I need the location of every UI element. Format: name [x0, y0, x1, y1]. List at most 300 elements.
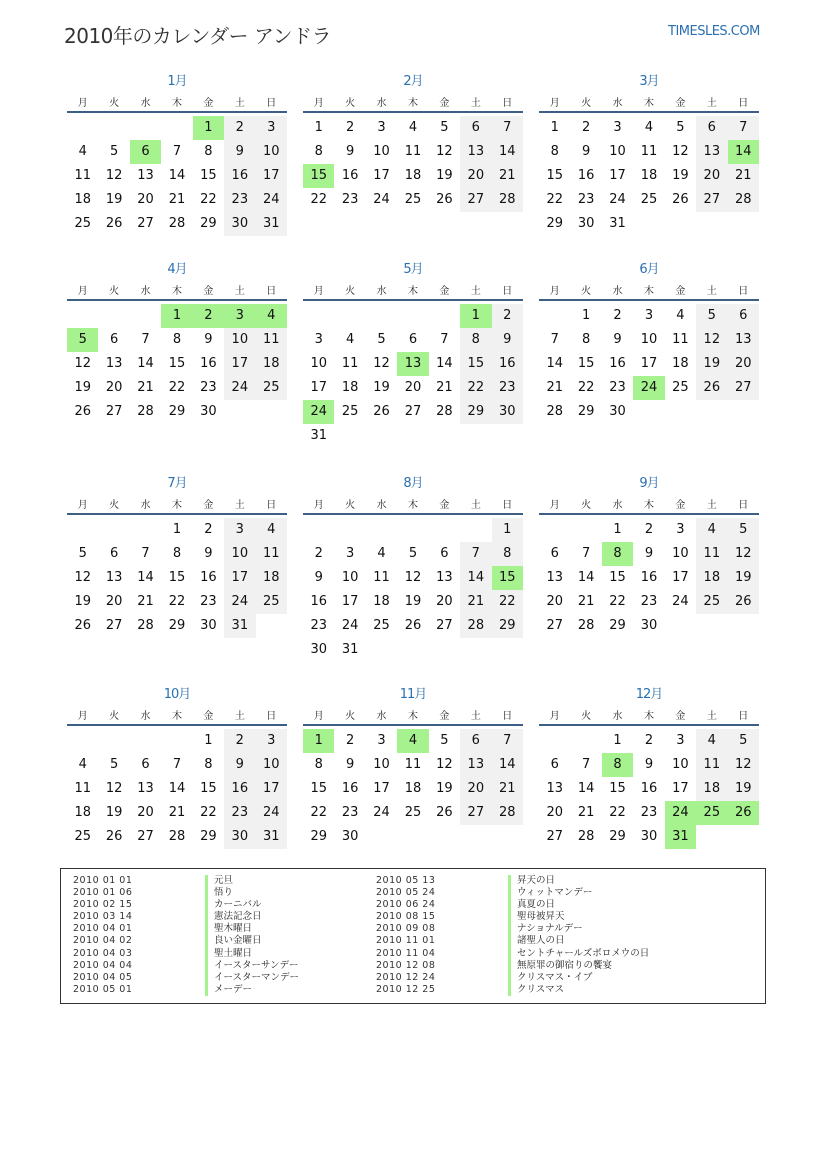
- holiday-name: 聖木曜日: [205, 923, 252, 935]
- holiday-day-cell: 8: [602, 542, 633, 566]
- month-name: 1月: [167, 74, 187, 89]
- day-cell: 3: [676, 733, 685, 748]
- day-cell: 10: [341, 570, 359, 585]
- day-cell: 17: [256, 777, 287, 801]
- day-cell: 20: [546, 594, 563, 609]
- day-cell: 19: [105, 192, 123, 207]
- day-cell: 3: [224, 518, 255, 542]
- day-cell: 10: [373, 144, 390, 159]
- day-cell: 31: [609, 216, 626, 231]
- empty-cell: [303, 304, 334, 328]
- weekday-header: [67, 91, 287, 113]
- empty-cell: [130, 729, 161, 753]
- day-cell: 16: [310, 594, 327, 609]
- day-cell: 12: [728, 542, 759, 566]
- holiday-day-cell: 15: [303, 164, 334, 188]
- day-grid: [539, 729, 759, 849]
- weekday-header: [539, 704, 759, 726]
- weekday-label: 日: [502, 97, 513, 109]
- day-cell: 4: [377, 546, 386, 561]
- day-cell: 4: [676, 308, 685, 323]
- weekday-label: 火: [581, 285, 592, 297]
- holiday-name: セントチャールズボロメウの日: [508, 948, 649, 960]
- holiday-date: 2010 04 01: [73, 923, 133, 935]
- empty-cell: [334, 304, 365, 328]
- weekday-label: 火: [581, 710, 592, 722]
- day-cell: 2: [345, 120, 355, 135]
- empty-cell: [130, 304, 161, 328]
- weekday-label: 日: [738, 499, 749, 511]
- empty-cell: [539, 729, 570, 753]
- day-cell: 6: [109, 546, 119, 561]
- day-cell: 27: [105, 404, 123, 419]
- day-cell: 15: [609, 781, 626, 796]
- holiday-name: 昇天の日: [508, 875, 555, 887]
- empty-cell: [429, 304, 460, 328]
- empty-cell: [130, 116, 161, 140]
- weekday-label: 水: [612, 710, 623, 722]
- day-cell: 27: [137, 829, 154, 844]
- day-cell: 7: [581, 546, 591, 561]
- day-cell: 26: [105, 829, 123, 844]
- day-cell: 21: [546, 380, 563, 395]
- holiday-day-cell: 31: [665, 825, 696, 849]
- day-cell: 28: [137, 404, 154, 419]
- holiday-date: 2010 01 06: [73, 887, 133, 899]
- month-name: 9月: [639, 476, 659, 491]
- day-cell: 30: [640, 829, 658, 844]
- day-cell: 27: [546, 829, 563, 844]
- holiday-day-cell: 1: [193, 116, 224, 140]
- day-cell: 3: [377, 120, 386, 135]
- day-cell: 21: [168, 805, 186, 820]
- empty-cell: [570, 518, 601, 542]
- day-cell: 25: [74, 829, 91, 844]
- weekday-label: 水: [612, 97, 623, 109]
- weekday-label: 日: [502, 499, 513, 511]
- weekday-label: 水: [140, 499, 151, 511]
- weekday-label: 土: [234, 499, 245, 511]
- day-cell: 23: [224, 801, 255, 825]
- day-cell: 7: [492, 729, 523, 753]
- day-cell: 2: [204, 522, 213, 537]
- day-cell: 14: [492, 140, 523, 164]
- day-cell: 29: [200, 829, 217, 844]
- day-cell: 16: [640, 570, 658, 585]
- weekday-header: [303, 704, 523, 726]
- day-cell: 18: [404, 781, 422, 796]
- day-grid: [67, 116, 287, 236]
- day-cell: 31: [224, 614, 255, 638]
- weekday-label: 火: [345, 285, 356, 297]
- day-cell: 26: [404, 618, 422, 633]
- day-cell: 20: [436, 594, 453, 609]
- empty-cell: [397, 304, 428, 328]
- weekday-label: 木: [407, 97, 418, 109]
- day-cell: 29: [577, 404, 595, 419]
- day-cell: 4: [408, 120, 418, 135]
- day-grid: [303, 729, 523, 849]
- weekday-label: 水: [140, 285, 151, 297]
- day-cell: 30: [492, 400, 523, 424]
- holiday-day-cell: 26: [728, 801, 759, 825]
- month-name: 3月: [639, 74, 659, 89]
- weekday-label: 火: [345, 499, 356, 511]
- weekday-label: 木: [407, 285, 418, 297]
- weekday-label: 火: [109, 285, 120, 297]
- weekday-header: [303, 91, 523, 113]
- day-cell: 5: [408, 546, 418, 561]
- day-cell: 11: [696, 753, 727, 777]
- day-cell: 5: [728, 729, 759, 753]
- day-cell: 26: [436, 192, 453, 207]
- day-cell: 16: [341, 168, 359, 183]
- weekday-label: 月: [313, 97, 324, 109]
- day-cell: 2: [224, 116, 255, 140]
- day-cell: 8: [204, 757, 213, 772]
- day-cell: 4: [696, 729, 727, 753]
- weekday-label: 土: [470, 710, 481, 722]
- day-cell: 28: [436, 404, 453, 419]
- day-cell: 26: [436, 805, 453, 820]
- day-cell: 25: [404, 192, 422, 207]
- weekday-label: 日: [502, 285, 513, 297]
- day-cell: 5: [78, 546, 87, 561]
- holiday-day-cell: 24: [633, 376, 664, 400]
- day-cell: 15: [168, 570, 186, 585]
- day-cell: 4: [345, 332, 355, 347]
- day-cell: 27: [404, 404, 422, 419]
- day-cell: 3: [613, 120, 622, 135]
- day-cell: 9: [492, 328, 523, 352]
- weekday-label: 木: [171, 710, 182, 722]
- empty-cell: [334, 518, 365, 542]
- day-cell: 6: [141, 757, 150, 772]
- day-cell: 21: [436, 380, 453, 395]
- day-cell: 2: [314, 546, 323, 561]
- day-cell: 6: [550, 757, 559, 772]
- day-cell: 25: [696, 590, 727, 614]
- day-cell: 19: [728, 566, 759, 590]
- day-cell: 10: [256, 753, 287, 777]
- day-cell: 13: [137, 168, 154, 183]
- weekday-label: 水: [612, 285, 623, 297]
- day-cell: 29: [310, 829, 327, 844]
- day-cell: 4: [78, 144, 87, 159]
- day-cell: 11: [404, 144, 422, 159]
- day-cell: 17: [373, 168, 390, 183]
- day-cell: 1: [172, 522, 182, 537]
- day-cell: 24: [256, 188, 287, 212]
- empty-cell: [303, 518, 334, 542]
- weekday-label: 金: [439, 499, 450, 511]
- day-cell: 11: [74, 168, 91, 183]
- day-cell: 12: [105, 168, 123, 183]
- day-cell: 2: [613, 308, 622, 323]
- holiday-name: メーデー: [205, 984, 252, 996]
- day-cell: 22: [310, 192, 327, 207]
- month-block: [303, 475, 523, 662]
- holiday-date: 2010 01 01: [73, 875, 133, 886]
- day-cell: 6: [550, 546, 559, 561]
- day-cell: 30: [609, 404, 626, 419]
- day-cell: 28: [137, 618, 154, 633]
- holiday-name: 良い金曜日: [205, 935, 262, 947]
- day-cell: 15: [310, 781, 327, 796]
- day-cell: 27: [436, 618, 453, 633]
- holiday-name: 悟り: [205, 887, 233, 899]
- day-grid: [67, 729, 287, 849]
- month-name: 11月: [399, 687, 427, 702]
- empty-cell: [98, 518, 129, 542]
- holiday-date: 2010 05 13: [376, 875, 436, 886]
- day-cell: 25: [256, 590, 287, 614]
- day-cell: 11: [696, 542, 727, 566]
- holiday-date: 2010 03 14: [73, 911, 133, 923]
- holiday-day-cell: 13: [397, 352, 428, 376]
- holiday-day-cell: 6: [130, 140, 161, 164]
- day-cell: 5: [109, 144, 119, 159]
- holiday-date: 2010 05 24: [376, 887, 436, 899]
- day-cell: 27: [460, 801, 491, 825]
- weekday-label: 水: [612, 499, 623, 511]
- day-cell: 3: [256, 729, 287, 753]
- holiday-name: 聖土曜日: [205, 948, 252, 960]
- day-cell: 3: [676, 522, 685, 537]
- weekday-label: 金: [439, 710, 450, 722]
- day-cell: 28: [492, 801, 523, 825]
- day-cell: 28: [492, 188, 523, 212]
- day-cell: 10: [224, 328, 255, 352]
- day-grid: [303, 304, 523, 448]
- day-cell: 6: [460, 116, 491, 140]
- weekday-label: 日: [738, 710, 749, 722]
- day-cell: 5: [440, 733, 449, 748]
- holiday-name: 元旦: [205, 875, 233, 887]
- day-cell: 30: [224, 212, 255, 236]
- day-cell: 2: [581, 120, 591, 135]
- day-cell: 19: [436, 168, 453, 183]
- day-cell: 1: [581, 308, 591, 323]
- day-cell: 6: [109, 332, 119, 347]
- weekday-label: 金: [675, 285, 686, 297]
- day-cell: 24: [256, 801, 287, 825]
- day-cell: 29: [460, 400, 491, 424]
- day-cell: 29: [609, 829, 626, 844]
- weekday-label: 木: [407, 499, 418, 511]
- day-cell: 23: [640, 594, 658, 609]
- day-cell: 3: [377, 733, 386, 748]
- month-block: [67, 261, 287, 424]
- day-cell: 14: [577, 781, 595, 796]
- day-cell: 15: [577, 356, 595, 371]
- day-cell: 10: [672, 546, 689, 561]
- day-cell: 23: [224, 188, 255, 212]
- day-cell: 6: [440, 546, 449, 561]
- day-cell: 7: [550, 332, 559, 347]
- weekday-label: 月: [313, 285, 324, 297]
- weekday-label: 木: [407, 710, 418, 722]
- weekday-label: 日: [266, 285, 277, 297]
- day-cell: 16: [341, 781, 359, 796]
- weekday-label: 金: [675, 499, 686, 511]
- day-cell: 26: [105, 216, 123, 231]
- holiday-name: 諸聖人の日: [508, 935, 565, 947]
- day-cell: 25: [341, 404, 359, 419]
- day-cell: 23: [609, 380, 626, 395]
- day-cell: 17: [310, 380, 327, 395]
- weekday-label: 月: [77, 285, 88, 297]
- day-cell: 8: [550, 144, 559, 159]
- day-cell: 9: [613, 332, 622, 347]
- weekday-label: 金: [439, 285, 450, 297]
- day-cell: 12: [696, 328, 727, 352]
- day-cell: 12: [436, 757, 453, 772]
- weekday-label: 土: [234, 97, 245, 109]
- empty-cell: [98, 116, 129, 140]
- empty-cell: [366, 304, 397, 328]
- day-cell: 19: [373, 380, 390, 395]
- weekday-label: 木: [643, 97, 654, 109]
- holiday-day-cell: 1: [161, 304, 192, 328]
- day-cell: 7: [492, 116, 523, 140]
- day-cell: 29: [492, 614, 523, 638]
- day-cell: 24: [224, 590, 255, 614]
- empty-cell: [161, 729, 192, 753]
- month-name: 2月: [403, 74, 423, 89]
- day-cell: 21: [168, 192, 186, 207]
- empty-cell: [67, 518, 98, 542]
- day-cell: 30: [341, 829, 359, 844]
- day-cell: 28: [168, 216, 186, 231]
- day-cell: 13: [436, 570, 453, 585]
- weekday-header: [303, 493, 523, 515]
- page-title: 2010年のカレンダー アンドラ: [64, 24, 332, 48]
- empty-cell: [98, 304, 129, 328]
- day-cell: 19: [696, 352, 727, 376]
- day-cell: 9: [644, 546, 654, 561]
- month-block: [67, 73, 287, 236]
- holiday-date: 2010 09 08: [376, 923, 436, 935]
- weekday-label: 日: [266, 97, 277, 109]
- weekday-header: [303, 279, 523, 301]
- day-cell: 13: [105, 570, 123, 585]
- day-cell: 14: [168, 168, 186, 183]
- day-cell: 31: [256, 212, 287, 236]
- day-cell: 15: [609, 570, 626, 585]
- day-cell: 26: [672, 192, 689, 207]
- day-cell: 14: [436, 356, 453, 371]
- holiday-date: 2010 05 01: [73, 983, 133, 995]
- day-cell: 9: [204, 332, 213, 347]
- day-cell: 24: [373, 805, 390, 820]
- day-grid: [303, 518, 523, 662]
- day-cell: 10: [310, 356, 327, 371]
- day-cell: 7: [581, 757, 591, 772]
- day-grid: [303, 116, 523, 212]
- weekday-label: 土: [706, 97, 717, 109]
- day-cell: 18: [404, 168, 422, 183]
- weekday-label: 月: [77, 710, 88, 722]
- day-cell: 20: [546, 805, 563, 820]
- day-cell: 5: [109, 757, 119, 772]
- empty-cell: [397, 518, 428, 542]
- day-cell: 16: [224, 777, 255, 801]
- weekday-label: 月: [549, 499, 560, 511]
- holiday-date: 2010 06 24: [376, 899, 436, 911]
- day-grid: [539, 116, 759, 236]
- holiday-date: 2010 04 03: [73, 947, 133, 959]
- day-cell: 14: [137, 356, 154, 371]
- day-cell: 30: [577, 216, 595, 231]
- day-cell: 1: [550, 120, 559, 135]
- holiday-date: 2010 02 15: [73, 899, 133, 911]
- day-cell: 5: [676, 120, 685, 135]
- day-cell: 30: [200, 404, 217, 419]
- empty-cell: [130, 518, 161, 542]
- holiday-name: イースターマンデー: [205, 972, 299, 984]
- day-cell: 29: [168, 404, 186, 419]
- day-cell: 8: [172, 332, 182, 347]
- day-cell: 22: [200, 805, 217, 820]
- day-cell: 20: [137, 192, 154, 207]
- day-cell: 14: [546, 356, 563, 371]
- day-cell: 7: [141, 546, 150, 561]
- weekday-label: 土: [706, 285, 717, 297]
- day-cell: 28: [577, 829, 595, 844]
- day-cell: 8: [314, 757, 323, 772]
- holiday-list: [60, 868, 766, 1004]
- month-block: [539, 73, 759, 236]
- day-cell: 15: [460, 352, 491, 376]
- day-cell: 19: [404, 594, 422, 609]
- site-brand-link[interactable]: TIMESLES.COM: [668, 24, 760, 39]
- day-cell: 28: [546, 404, 563, 419]
- day-cell: 4: [696, 518, 727, 542]
- empty-cell: [67, 729, 98, 753]
- month-block: [539, 261, 759, 424]
- day-cell: 16: [492, 352, 523, 376]
- day-cell: 20: [137, 805, 154, 820]
- day-cell: 11: [256, 328, 287, 352]
- day-cell: 27: [728, 376, 759, 400]
- weekday-label: 月: [77, 97, 88, 109]
- day-cell: 10: [256, 140, 287, 164]
- holiday-date: 2010 12 24: [376, 971, 436, 983]
- day-cell: 5: [377, 332, 386, 347]
- day-cell: 26: [74, 618, 91, 633]
- day-cell: 19: [74, 380, 91, 395]
- day-cell: 2: [492, 304, 523, 328]
- day-cell: 30: [640, 618, 658, 633]
- day-cell: 17: [640, 356, 658, 371]
- day-cell: 13: [546, 781, 563, 796]
- day-cell: 18: [256, 566, 287, 590]
- day-cell: 18: [696, 777, 727, 801]
- day-cell: 23: [200, 380, 217, 395]
- day-cell: 19: [74, 594, 91, 609]
- month-name: 8月: [403, 476, 423, 491]
- weekday-label: 水: [376, 97, 387, 109]
- day-cell: 21: [492, 164, 523, 188]
- day-cell: 22: [460, 376, 491, 400]
- holiday-day-cell: 8: [602, 753, 633, 777]
- day-cell: 7: [460, 542, 491, 566]
- weekday-label: 金: [203, 499, 214, 511]
- weekday-label: 金: [203, 97, 214, 109]
- day-cell: 18: [74, 805, 91, 820]
- day-cell: 31: [341, 642, 359, 657]
